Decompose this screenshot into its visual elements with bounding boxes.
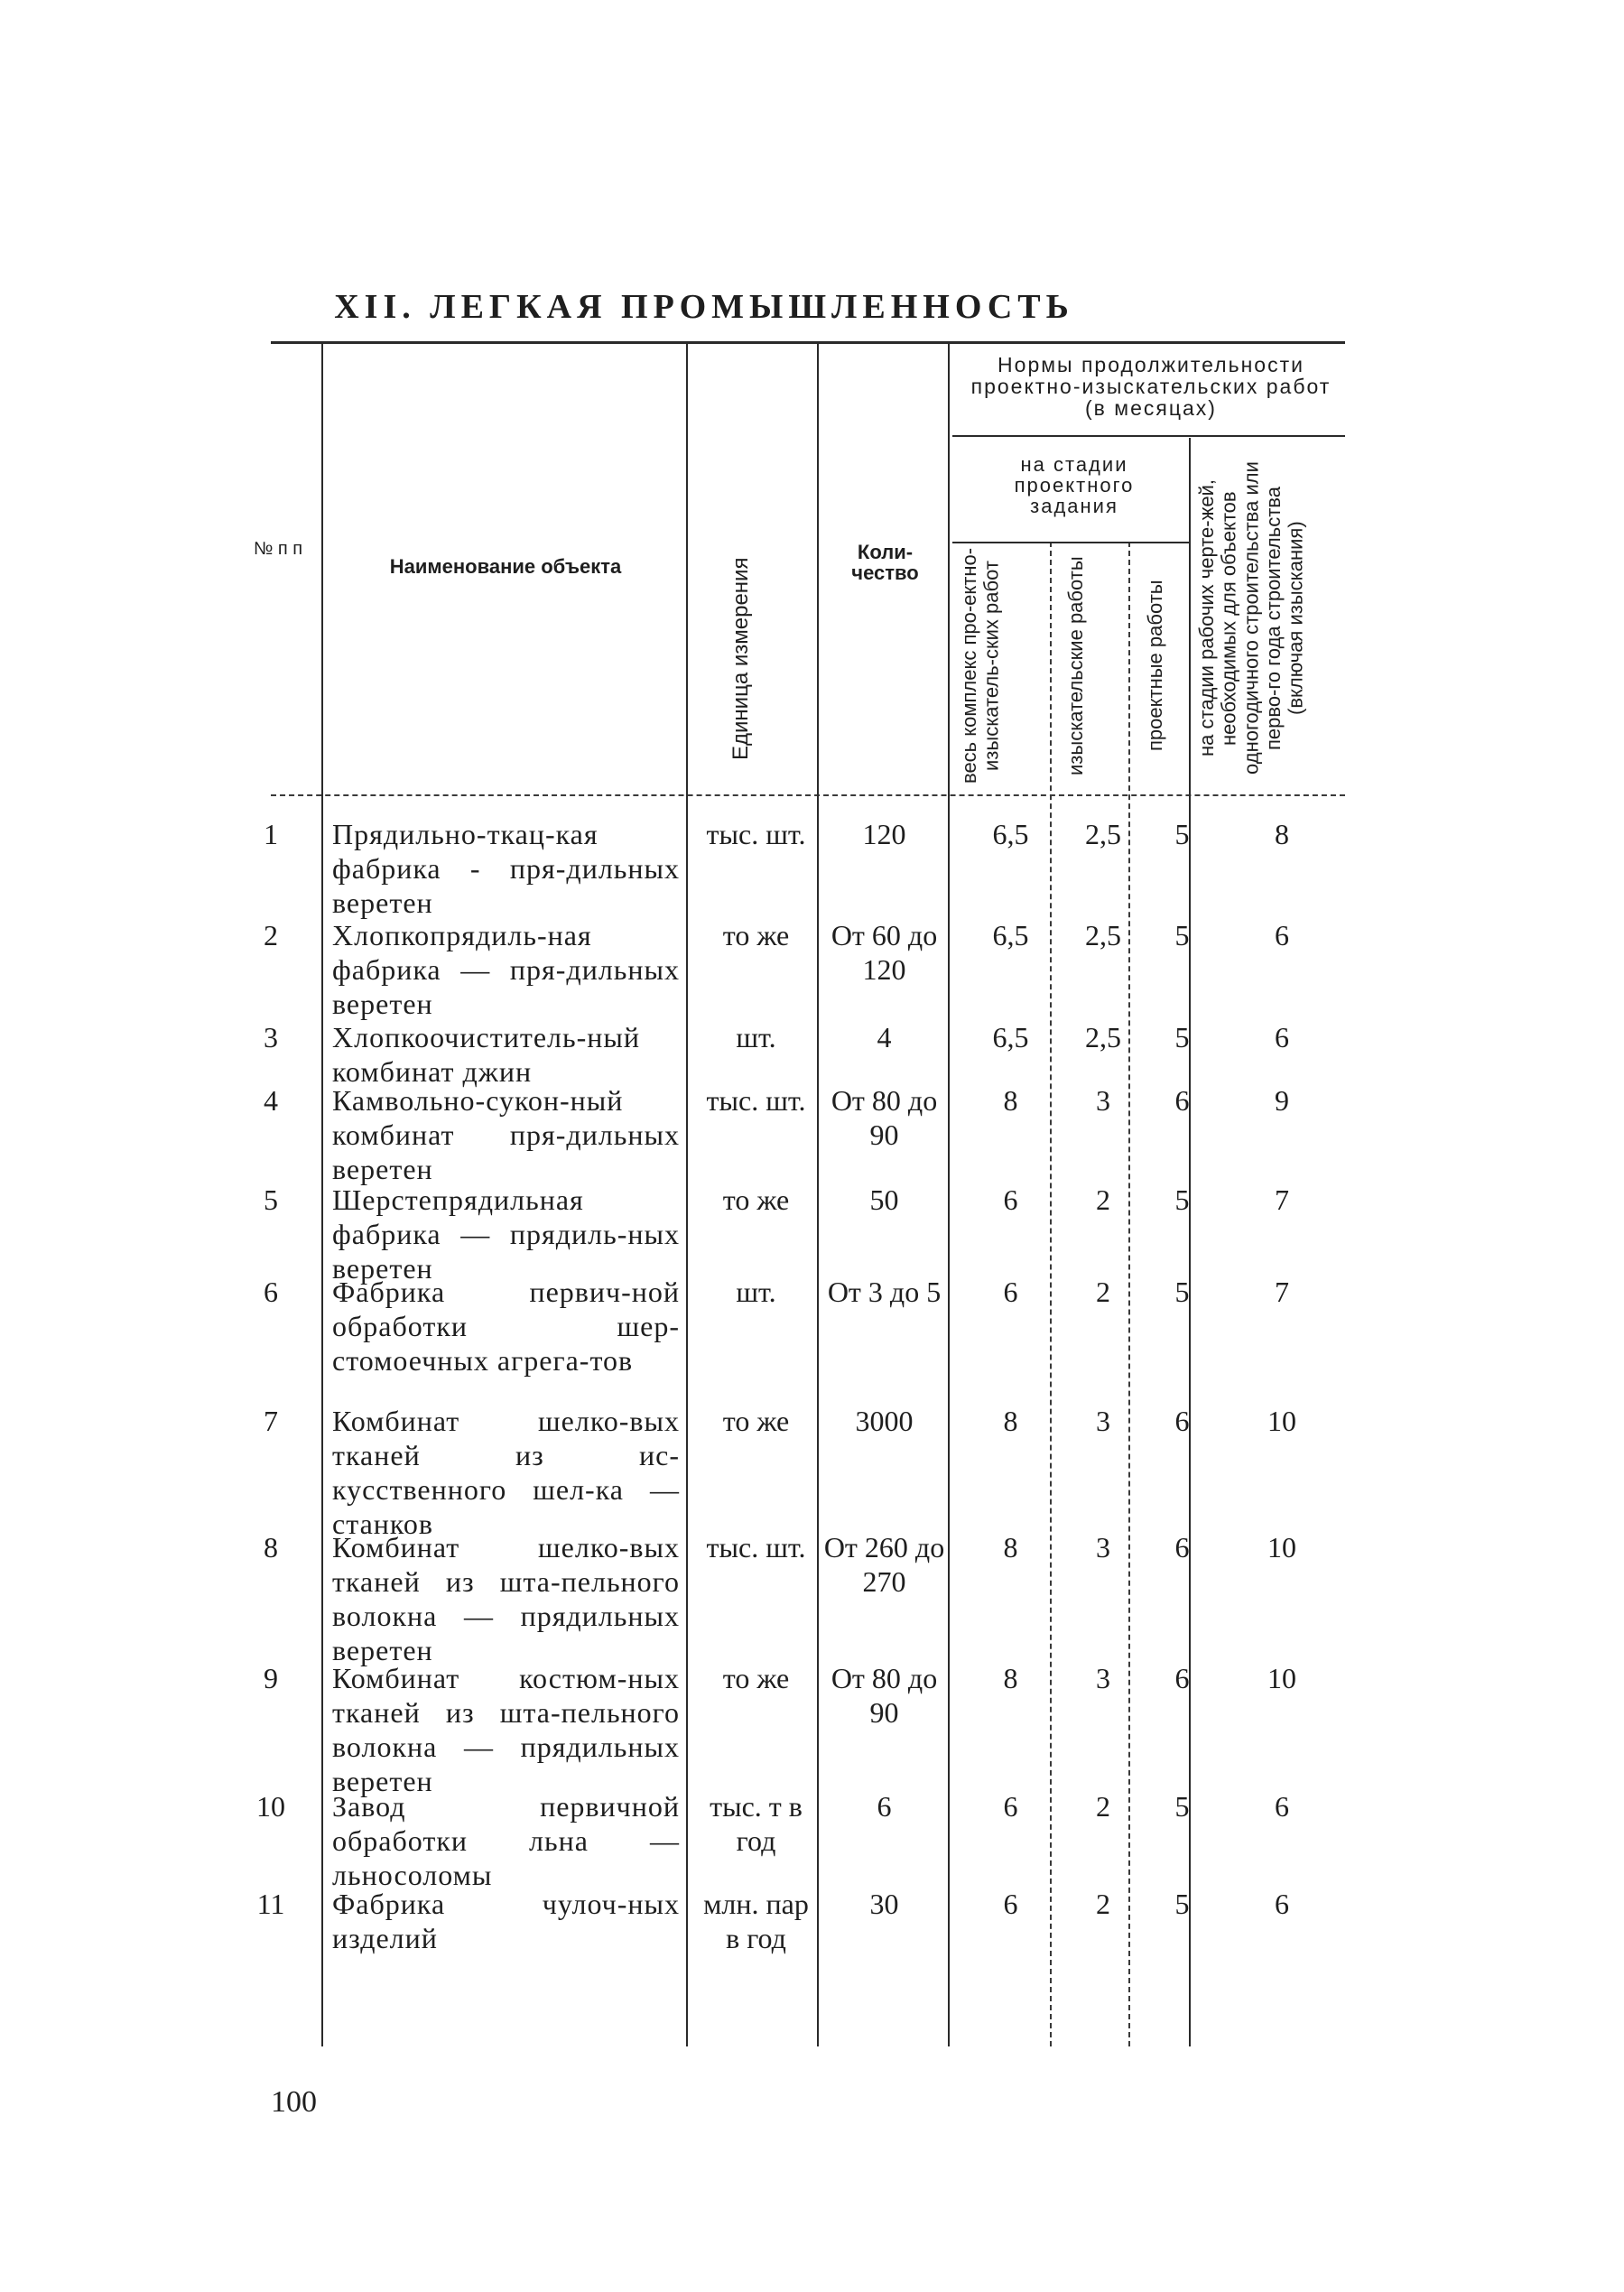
header-num: № п п — [253, 539, 303, 559]
working-drawings-months: 10 — [1267, 1531, 1296, 1564]
object-name: Хлопкопрядиль-ная фабрика — пря-дильных веретен — [332, 919, 680, 1020]
quantity: От 80 до 90 — [831, 1662, 938, 1729]
header-bottom-rule — [271, 794, 1345, 796]
quantity: 120 — [862, 818, 906, 850]
header-name: Наименование объекта — [389, 555, 622, 578]
survey-works-months: 2 — [1096, 1183, 1110, 1216]
working-drawings-months: 9 — [1275, 1084, 1289, 1117]
survey-works-months: 3 — [1096, 1662, 1110, 1694]
header-working-drawings: на стадии рабочих черте-жей, необходимых для объектов одногодичного строительства или перво-го года строительства (включая изыскания) — [1195, 461, 1307, 775]
unit-of-measure: то же — [722, 1183, 790, 1216]
unit-of-measure: то же — [722, 919, 790, 951]
header-norms: Нормы продолжительности проектно-изыскательских работ (в месяцах) — [970, 353, 1332, 421]
header-design-works: проектные работы — [1144, 580, 1166, 752]
unit-of-measure: тыс. шт. — [706, 1084, 806, 1117]
working-drawings-months: 7 — [1275, 1276, 1289, 1308]
design-works-months: 6 — [1174, 1531, 1190, 1564]
column-rule — [321, 344, 323, 2046]
table-top-rule — [271, 341, 1345, 344]
design-works-months: 5 — [1174, 1021, 1190, 1053]
row-number: 3 — [264, 1021, 278, 1053]
object-name: Комбинат шелко-вых тканей из ис-кусственного шел-ка — станков — [332, 1405, 680, 1540]
working-drawings-months: 7 — [1275, 1183, 1289, 1216]
survey-works-months: 3 — [1096, 1084, 1110, 1117]
row-number: 1 — [264, 818, 278, 850]
row-number: 4 — [264, 1084, 278, 1117]
quantity: 3000 — [855, 1405, 914, 1437]
all-works-months: 6 — [1003, 1888, 1018, 1920]
object-name: Шерстепрядильная фабрика — прядиль-ных веретен — [332, 1183, 680, 1285]
object-name: Комбинат шелко-вых тканей из шта-пельного волокна — прядильных веретен — [332, 1531, 680, 1666]
quantity: От 80 до 90 — [831, 1084, 938, 1151]
object-name: Прядильно-ткац-кая фабрика - пря-дильных веретен — [332, 818, 680, 919]
row-number: 8 — [264, 1531, 278, 1564]
design-works-months: 6 — [1174, 1405, 1190, 1437]
object-name: Комбинат костюм-ных тканей из шта-пельного волокна — прядильных веретен — [332, 1662, 680, 1797]
object-name: Хлопкоочиститель-ный комбинат джин — [332, 1021, 640, 1088]
quantity: 6 — [877, 1790, 892, 1823]
quantity: 30 — [869, 1888, 899, 1920]
column-rule — [686, 344, 688, 2046]
all-works-months: 6 — [1003, 1276, 1018, 1308]
unit-of-measure: тыс. шт. — [706, 818, 806, 850]
header-survey-works: изыскательские работы — [1064, 556, 1087, 775]
design-works-months: 5 — [1174, 1183, 1190, 1216]
survey-works-months: 2 — [1096, 1276, 1110, 1308]
unit-of-measure: тыс. т в год — [710, 1790, 803, 1857]
header-sub-rule — [952, 435, 1345, 437]
page-number: 100 — [271, 2085, 317, 2119]
column-rule — [948, 344, 950, 2046]
row-number: 6 — [264, 1276, 278, 1308]
all-works-months: 8 — [1003, 1084, 1018, 1117]
quantity: От 260 до 270 — [823, 1531, 945, 1598]
all-works-months: 6,5 — [992, 919, 1029, 951]
working-drawings-months: 10 — [1267, 1405, 1296, 1437]
design-works-months: 5 — [1174, 1888, 1190, 1920]
row-number: 11 — [256, 1888, 285, 1920]
design-works-months: 6 — [1174, 1662, 1190, 1694]
quantity: От 3 до 5 — [827, 1276, 942, 1308]
all-works-months: 6,5 — [992, 1021, 1029, 1053]
unit-of-measure: тыс. шт. — [706, 1531, 806, 1564]
header-unit: Единица измерения — [728, 557, 753, 761]
survey-works-months: 2,5 — [1085, 818, 1121, 850]
object-name: Завод первичной обработки льна — льносоломы — [332, 1790, 680, 1891]
object-name: Фабрика первич-ной обработки шер-стомоечных агрега-тов — [332, 1276, 680, 1377]
unit-of-measure: то же — [722, 1662, 790, 1694]
working-drawings-months: 8 — [1275, 818, 1289, 850]
design-works-months: 5 — [1174, 919, 1190, 951]
unit-of-measure: шт. — [736, 1021, 776, 1053]
header-qty: Коли-чество — [851, 541, 919, 585]
header-all-works: весь комплекс про-ектно-изыскатель-ских работ — [958, 547, 1003, 784]
unit-of-measure: млн. пар в год — [703, 1888, 809, 1954]
object-name: Фабрика чулоч-ных изделий — [332, 1888, 680, 1954]
row-number: 7 — [264, 1405, 278, 1437]
row-number: 10 — [256, 1790, 285, 1823]
all-works-months: 8 — [1003, 1531, 1018, 1564]
unit-of-measure: то же — [722, 1405, 790, 1437]
object-name: Камвольно-сукон-ный комбинат пря-дильных веретен — [332, 1084, 680, 1185]
header-sub-rule — [952, 542, 1189, 543]
column-rule — [817, 344, 819, 2046]
design-works-months: 6 — [1174, 1084, 1190, 1117]
header-stage-task: на стадии проектного задания — [1014, 453, 1135, 518]
working-drawings-months: 6 — [1275, 1021, 1289, 1053]
quantity: 4 — [877, 1021, 892, 1053]
row-number: 9 — [264, 1662, 278, 1694]
all-works-months: 6 — [1003, 1183, 1018, 1216]
survey-works-months: 2 — [1096, 1790, 1110, 1823]
quantity: От 60 до 120 — [831, 919, 938, 986]
quantity: 50 — [869, 1183, 899, 1216]
unit-of-measure: шт. — [736, 1276, 776, 1308]
row-number: 2 — [264, 919, 278, 951]
working-drawings-months: 6 — [1275, 1888, 1289, 1920]
design-works-months: 5 — [1174, 818, 1190, 850]
survey-works-months: 2 — [1096, 1888, 1110, 1920]
all-works-months: 6,5 — [992, 818, 1029, 850]
all-works-months: 8 — [1003, 1662, 1018, 1694]
working-drawings-months: 10 — [1267, 1662, 1296, 1694]
design-works-months: 5 — [1174, 1790, 1190, 1823]
working-drawings-months: 6 — [1275, 919, 1289, 951]
all-works-months: 6 — [1003, 1790, 1018, 1823]
design-works-months: 5 — [1174, 1276, 1190, 1308]
all-works-months: 8 — [1003, 1405, 1018, 1437]
survey-works-months: 2,5 — [1085, 1021, 1121, 1053]
page-title: XII. ЛЕГКАЯ ПРОМЫШЛЕННОСТЬ — [334, 288, 1074, 326]
survey-works-months: 3 — [1096, 1405, 1110, 1437]
survey-works-months: 3 — [1096, 1531, 1110, 1564]
survey-works-months: 2,5 — [1085, 919, 1121, 951]
working-drawings-months: 6 — [1275, 1790, 1289, 1823]
row-number: 5 — [264, 1183, 278, 1216]
